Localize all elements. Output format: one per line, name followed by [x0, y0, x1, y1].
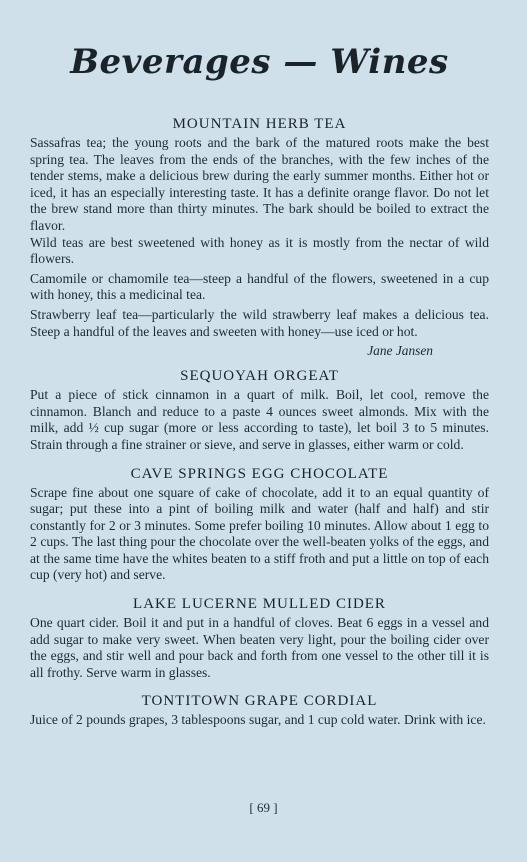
- recipe-paragraph: Sassafras tea; the young roots and the bark of the matured roots make the best spring tea. The leaves from the ends of the branches, with the few inches of the tender stems, make a delicious brew during the early summer months. Either hot or iced, it has an especially interesting taste. It has a definite orange flavor. Do not let the brew stand more than thirty minutes. The bark should be boiled to extract the flavor.: [30, 135, 489, 233]
- page-number: [ 69 ]: [249, 800, 278, 815]
- recipe-tontitown-grape-cordial: [30, 693, 489, 729]
- recipe-heading: CAVE SPRINGS EGG CHOCOLATE: [130, 465, 389, 482]
- recipe-paragraph: Strawberry leaf tea—particularly the wild strawberry leaf makes a delicious tea. Steep a handful of the leaves and sweeten with honey—use iced or hot.: [30, 306, 489, 339]
- recipe-sequoyah-orgeat: [30, 368, 489, 453]
- recipe-lake-lucerne-mulled-cider: [30, 596, 489, 681]
- recipe-heading: MOUNTAIN HERB TEA: [172, 116, 347, 132]
- recipe-paragraph: Put a piece of stick cinnamon in a quart of milk. Boil, let cool, remove the cinnamon. Blanch and reduce to a paste 4 ounces sweet almonds. Mix with the milk, add ½ cup sugar (more or less according to taste), let boil 3 to 5 minutes. Strain through a fine strainer or sieve, and serve in glasses, either warm or cold.: [30, 387, 489, 452]
- recipe-heading: TONTITOWN GRAPE CORDIAL: [141, 693, 378, 710]
- recipe-paragraph: Wild teas are best sweetened with honey as it is mostly from the nectar of wild flowers.: [30, 234, 489, 267]
- recipe-mountain-herb-tea: [30, 116, 489, 359]
- recipe-paragraph: Camomile or chamomile tea—steep a handful of the flowers, sweetened in a cup with honey, this a medicinal tea.: [30, 270, 489, 303]
- recipe-heading: SEQUOYAH ORGEAT: [180, 368, 339, 385]
- recipe-paragraph: Scrape fine about one square of cake of chocolate, add it to an equal quantity of sugar; put these into a pint of boiling milk and water (half and half) and stir constantly for 2 or 3 minutes. Some prefer boiling 10 minutes. Allow about 1 egg to 2 cups. The last thing pour the chocolate over the well-beaten yolks of the eggs, and at the same time have the whites beaten to a stiff froth and put a little on top of each cup (very hot) and serve.: [30, 484, 489, 583]
- recipe-heading: LAKE LUCERNE MULLED CIDER: [133, 596, 386, 613]
- recipe-paragraph: Juice of 2 pounds grapes, 3 tablespoons sugar, and 1 cup cold water. Drink with ice.: [30, 712, 486, 728]
- page-title: Beverages — Wines: [70, 42, 449, 82]
- recipe-cave-springs-egg-chocolate: [30, 466, 489, 585]
- recipe-signature: Jane Jansen: [367, 343, 433, 359]
- recipe-paragraph: One quart cider. Boil it and put in a handful of cloves. Beat 6 eggs in a vessel and add sugar to make very sweet. When beaten very light, pour the boiling cider over the eggs, and stir well and pour back and forth from one vessel to the other till it is all frothy. Serve warm in glasses.: [30, 615, 489, 680]
